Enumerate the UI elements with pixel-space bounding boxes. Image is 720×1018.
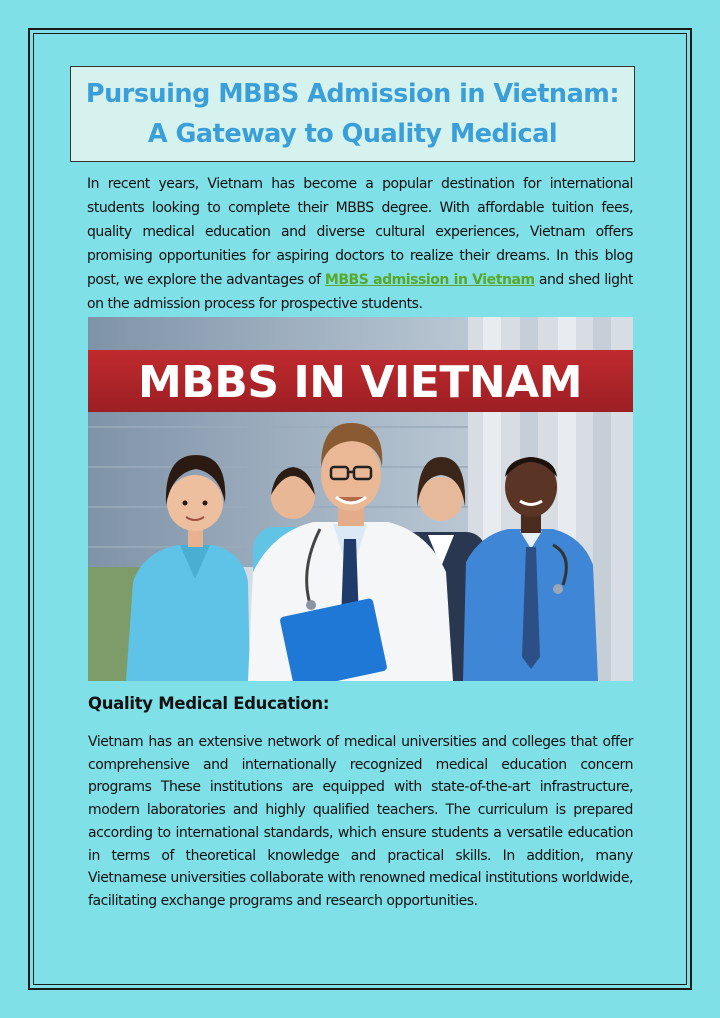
mbbs-admission-link[interactable]: MBBS admission in Vietnam: [324, 272, 535, 288]
banner-text: MBBS IN VIETNAM: [137, 357, 583, 408]
intro-paragraph: [87, 172, 633, 316]
section-paragraph: Vietnam has an extensive network of medical universities and colleges that offer comprehensive and internationally recognized medical education concern programs These institutions are equipped with state-of-the-art infrastructure, modern laboratories and highly qualified teachers. The curriculum is prepared according to international standards, which ensure students a versatile education in terms of theoretical knowledge and practical skills. In addition, many Vietnamese universities collaborate with renowned medical institutions worldwide, facilitating exchange programs and research opportunities.: [88, 734, 633, 909]
title-line-2: A Gateway to Quality Medical: [147, 119, 558, 149]
intro-text-end: and shed light on the admission process for prospective students.: [87, 272, 633, 312]
section-heading: Quality Medical Education:: [88, 694, 330, 713]
hero-image: [88, 317, 633, 681]
intro-text-start: In recent years, Vietnam has become a popular destination for international students looking to complete their MBBS degree. With affordable tuition fees, quality medical education and diverse cultural experiences, Vietnam offers promising opportunities for aspiring doctors to realize their dreams. In this blog post, we explore the advantages of: [87, 176, 633, 288]
title-line-1: Pursuing MBBS Admission in Vietnam:: [85, 79, 620, 109]
title-box: [70, 66, 635, 162]
hero-illustration: [88, 317, 633, 681]
